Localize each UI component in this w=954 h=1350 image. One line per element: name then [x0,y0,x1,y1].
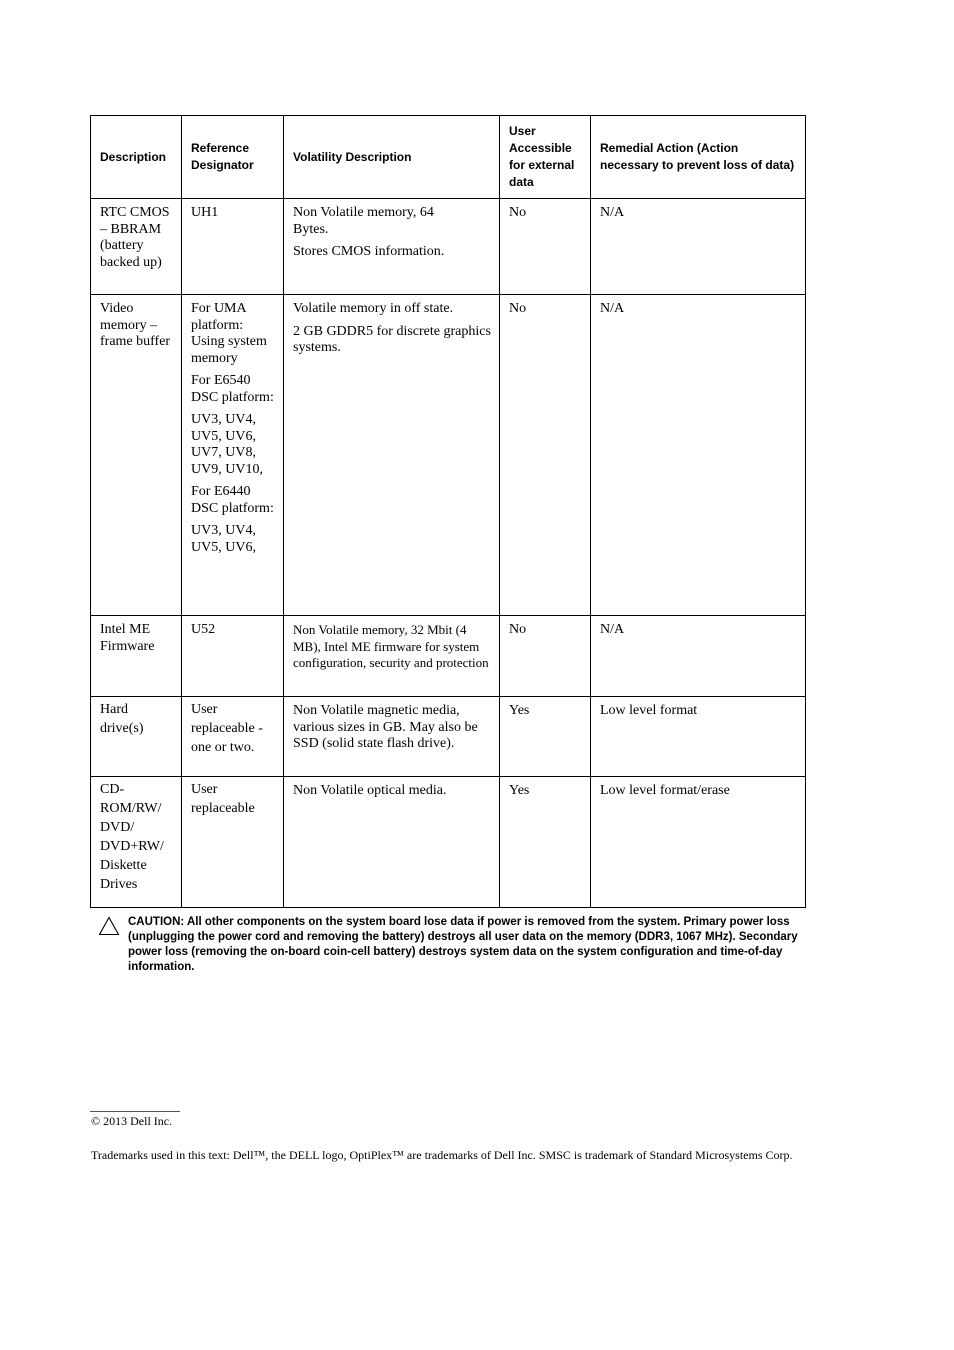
header-reference-designator: Reference Designator [182,116,284,199]
volatility-table [90,115,806,908]
cell-accessible: No [500,616,591,697]
cell-remedial: Low level format [591,697,806,777]
cell-remedial: N/A [591,616,806,697]
cell-volatility: Volatile memory in off state. 2 GB GDDR5 for discrete graphics systems. [284,295,500,616]
cell-designator: UH1 [182,199,284,295]
header-description: Description [91,116,182,199]
cell-accessible: Yes [500,777,591,908]
cell-accessible: No [500,199,591,295]
header-volatility-description: Volatility Description [284,116,500,199]
cell-description: RTC CMOS – BBRAM (battery backed up) [91,199,182,295]
cell-description: Intel ME Firmware [91,616,182,697]
cell-volatility: Non Volatile memory, 64 Bytes. Stores CMOS information. [284,199,500,295]
copyright-notice: © 2013 Dell Inc. [91,1114,173,1128]
cell-designator: U52 [182,616,284,697]
cell-remedial: N/A [591,295,806,616]
cell-volatility: Non Volatile magnetic media, various sizes in GB. May also be SSD (solid state flash drive). [284,697,500,777]
header-remedial-action: Remedial Action (Action necessary to prevent loss of data) [591,116,806,199]
cell-volatility: Non Volatile optical media. [284,777,500,908]
cell-designator: For UMA platform: Using system memory For E6540 DSC platform: UV3, UV4, UV5, UV6, UV7, UV8, UV9, UV10, For E6440 DSC platform: UV3, UV4, UV5, UV6, [182,295,284,616]
cell-accessible: Yes [500,697,591,777]
table-row [91,777,806,908]
table-row [91,616,806,697]
trademark-notice: Trademarks used in this text: Dell™, the DELL logo, OptiPlex™ are trademarks of Dell Inc. SMSC is trademark of Standard Microsystems Corp. [91,1148,793,1162]
table-row [91,199,806,295]
cell-remedial: N/A [591,199,806,295]
cell-designator: User replaceable [182,777,284,908]
caution-text: CAUTION: All other components on the system board lose data if power is removed from the system. Primary power loss (unplugging the power cord and removing the battery) destroys all user data on the memory (DDR3, 1067 MHz). Secondary power loss (removing the on-board coin-cell battery) destroys system data on the system configuration and time-of-day information. [128,916,798,973]
caution-note [98,915,798,975]
warning-triangle-icon [98,916,120,936]
cell-volatility: Non Volatile memory, 32 Mbit (4 MB), Intel ME firmware for system configuration, security and protection [284,616,500,697]
table-row [91,697,806,777]
cell-remedial: Low level format/erase [591,777,806,908]
cell-description: Video memory – frame buffer [91,295,182,616]
cell-description: Hard drive(s) [91,697,182,777]
table-header-row [91,116,806,199]
cell-designator: User replaceable - one or two. [182,697,284,777]
cell-description: CD-ROM/RW/ DVD/ DVD+RW/ Diskette Drives [91,777,182,908]
table-row [91,295,806,616]
footnote-divider [90,1111,180,1112]
cell-accessible: No [500,295,591,616]
header-user-accessible: User Accessible for external data [500,116,591,199]
